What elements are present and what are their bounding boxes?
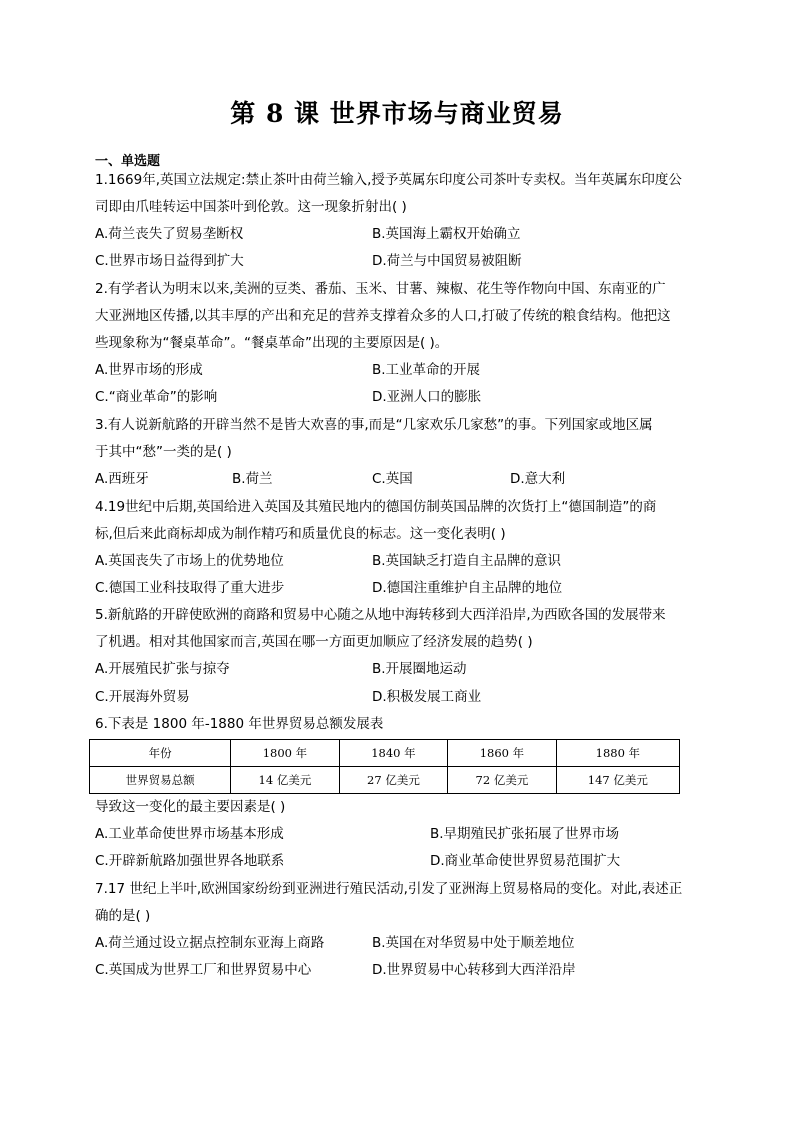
question-4-line-2: 标,但后来此商标却成为制作精巧和质量优良的标志。这一变化表明( ) (95, 526, 506, 542)
table-header-cell: 年份 (90, 740, 231, 767)
question-4-option-b: B.英国缺乏打造自主品牌的意识 (372, 553, 562, 569)
question-6-option-b: B.早期殖民扩张拓展了世界市场 (430, 826, 620, 842)
question-6-line-1: 6.下表是 1800 年-1880 年世界贸易总额发展表 (95, 716, 384, 732)
table-header-cell: 1880 年 (556, 740, 679, 767)
trade-table (89, 739, 680, 794)
page-title: 第 8 课 世界市场与商业贸易 (230, 99, 564, 128)
question-1-line-1: 1.1669年,英国立法规定:禁止茶叶由荷兰输入,授予英属东印度公司茶叶专卖权。当年英属东印度公 (95, 172, 682, 188)
table-header-cell: 1840 年 (339, 740, 448, 767)
question-7-line-1: 7.17 世纪上半叶,欧洲国家纷纷到亚洲进行殖民活动,引发了亚洲海上贸易格局的变化。对此,表述正 (95, 881, 683, 897)
question-6-option-a: A.工业革命使世界市场基本形成 (95, 826, 284, 842)
question-7-option-b: B.英国在对华贸易中处于顺差地位 (372, 935, 575, 951)
section-heading: 一、单选题 (95, 154, 161, 169)
question-2-line-2: 大亚洲地区传播,以其丰厚的产出和充足的营养支撑着众多的人口,打破了传统的粮食结构。他把这 (95, 308, 671, 324)
question-6-after-table: 导致这一变化的最主要因素是( ) (95, 799, 286, 815)
table-header-row (90, 740, 680, 767)
question-3-option-c: C.英国 (372, 471, 413, 487)
question-7-option-a: A.荷兰通过设立据点控制东亚海上商路 (95, 935, 325, 951)
question-2-option-d: D.亚洲人口的膨胀 (372, 389, 482, 405)
question-3-option-a: A.西班牙 (95, 471, 149, 487)
table-cell: 147 亿美元 (556, 767, 679, 794)
question-1-option-c: C.世界市场日益得到扩大 (95, 253, 244, 269)
question-2-option-a: A.世界市场的形成 (95, 362, 203, 378)
table-cell: 27 亿美元 (339, 767, 448, 794)
question-5-option-d: D.积极发展工商业 (372, 689, 482, 705)
question-3-option-d: D.意大利 (510, 471, 566, 487)
question-2-option-c: C.“商业革命”的影响 (95, 389, 218, 405)
question-2-line-3: 些现象称为“餐桌革命”。“餐桌革命”出现的主要原因是( )。 (95, 335, 449, 351)
question-2-option-b: B.工业革命的开展 (372, 362, 481, 378)
question-4-option-d: D.德国注重维护自主品牌的地位 (372, 580, 563, 596)
question-1-line-2: 司即由爪哇转运中国茶叶到伦敦。这一现象折射出( ) (95, 199, 407, 215)
question-6-option-c: C.开辟新航路加强世界各地联系 (95, 853, 285, 869)
question-5-line-2: 了机遇。相对其他国家而言,英国在哪一方面更加顺应了经济发展的趋势( ) (95, 634, 533, 650)
question-4-option-c: C.德国工业科技取得了重大进步 (95, 580, 285, 596)
question-2-line-1: 2.有学者认为明末以来,美洲的豆类、番茄、玉米、甘薯、辣椒、花生等作物向中国、东南亚的广 (95, 281, 666, 297)
question-1-option-d: D.荷兰与中国贸易被阻断 (372, 253, 522, 269)
question-4-line-1: 4.19世纪中后期,英国给进入英国及其殖民地内的德国仿制英国品牌的次货打上“德国制造”的商 (95, 499, 657, 515)
table-cell: 72 亿美元 (448, 767, 557, 794)
table-header-cell: 1800 年 (231, 740, 340, 767)
question-5-line-1: 5.新航路的开辟使欧洲的商路和贸易中心随之从地中海转移到大西洋沿岸,为西欧各国的发展带来 (95, 607, 666, 623)
table-row (90, 767, 680, 794)
question-5-option-c: C.开展海外贸易 (95, 689, 190, 705)
question-7-option-d: D.世界贸易中心转移到大西洋沿岸 (372, 962, 576, 978)
question-5-option-b: B.开展圈地运动 (372, 661, 467, 677)
question-7-line-2: 确的是( ) (95, 908, 151, 924)
question-1-option-b: B.英国海上霸权开始确立 (372, 226, 521, 242)
table-header-cell: 1860 年 (448, 740, 557, 767)
question-7-option-c: C.英国成为世界工厂和世界贸易中心 (95, 962, 312, 978)
question-4-option-a: A.英国丧失了市场上的优势地位 (95, 553, 284, 569)
table-cell: 世界贸易总额 (90, 767, 231, 794)
question-5-option-a: A.开展殖民扩张与掠夺 (95, 661, 230, 677)
question-3-option-b: B.荷兰 (232, 471, 273, 487)
question-3-line-1: 3.有人说新航路的开辟当然不是皆大欢喜的事,而是“几家欢乐几家愁”的事。下列国家或地区属 (95, 417, 653, 433)
table-cell: 14 亿美元 (231, 767, 340, 794)
question-1-option-a: A.荷兰丧失了贸易垄断权 (95, 226, 244, 242)
question-6-option-d: D.商业革命使世界贸易范围扩大 (430, 853, 621, 869)
question-3-line-2: 于其中“愁”一类的是( ) (95, 444, 232, 460)
